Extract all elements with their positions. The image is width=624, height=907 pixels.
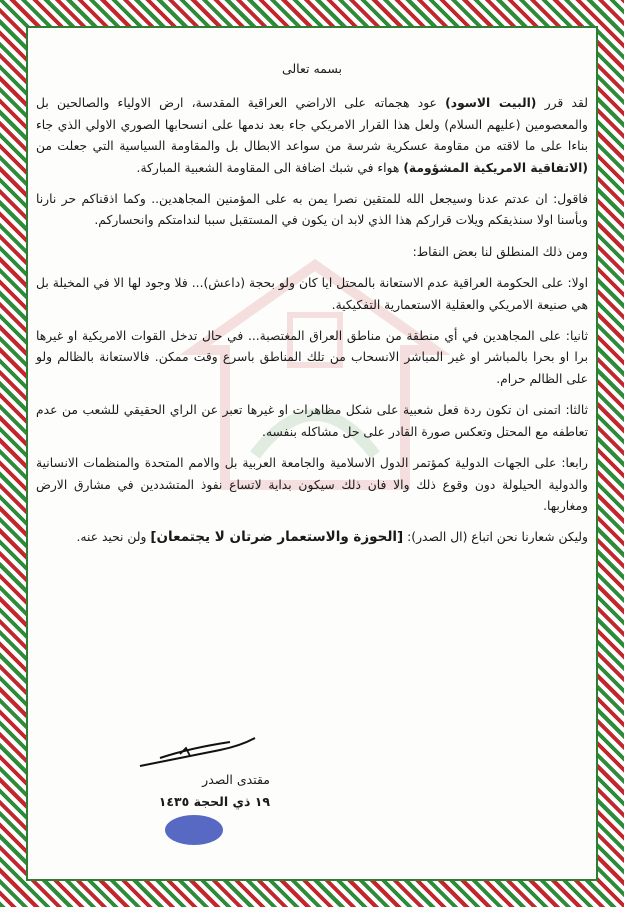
paragraph-point-2: ثانيا: على المجاهدين في أي منطقة من مناطق العراق المغتصبة... في حال تدخل القوات الامريكية او غيرها برا او بحرا بالمباشر او غير المباشر الانسحاب من تلك المناطق باسرع وقت ممكن. فالاستعانة بالظالم ولو على الظالم حرام. (36, 329, 588, 386)
bold-phrase: (البيت الاسود) (445, 96, 537, 111)
paragraph-point-3: ثالثا: اتمنى ان تكون ردة فعل شعبية على شكل مظاهرات او غيرها تعبر عن الراي الحقيقي للشعب من عدم تعاطفه مع المحتل وتعكس صورة القادر على حل مشاكله بنفسه. (36, 403, 588, 439)
handwritten-signature (120, 728, 270, 773)
signatory-name: مقتدى الصدر (202, 772, 270, 787)
text-span: عود هجماته على الاراضي العراقية المقدسة، ارض الاولياء والصالحين بل والمعصومين (عليهم السلام) ولعل هذا القرار الامريكي جاء بعد ندمها على انسحابها الصوري الاولي الذي جاء بناءا على ما لاقته من مقاومة عسكرية شرسة من سواعد الابطال بل والمقاومة السياسية التي جعلت من (36, 96, 588, 154)
basmala-heading: بسمه تعالى (281, 61, 343, 76)
official-stamp (165, 815, 223, 845)
paragraph-point-1: اولا: على الحكومة العراقية عدم الاستعانة بالمحتل ايا كان ولو بحجة (داعش)... فلا وجود لها الا في المخيلة بل هي صنيعة الامريكي والعقلية الاستعمارية التفكيكية. (36, 276, 588, 312)
slogan-bold: [الحوزة والاستعمار ضرتان لا يجتمعان] (150, 529, 404, 546)
bold-phrase: (الاتفاقية الامريكية المشؤومة) (403, 160, 588, 175)
paragraph-point-4: رابعا: على الجهات الدولية كمؤتمر الدول الاسلامية والجامعة العربية بل والامم المتحدة والمنظمات الانسانية والدولية الحيلولة دون وقوع ذلك والا فان ذلك سيكون بداية لاتساع نفوذ المتشددين في مشارق الارض ومغاربها. (36, 456, 588, 513)
paragraph-warning: فاقول: ان عدتم عدنا وسيجعل الله للمتقين نصرا يمن به على المؤمنين المجاهدين.. وكما اذقناكم حر نارنا وبأسنا اولا سنذيقكم ويلات قراركم هذا الذي لابد ان يكون في المستقبل سببا لندامتكم وانحساركم. (36, 192, 588, 228)
paragraph-slogan (36, 527, 588, 548)
paragraph-points-intro: ومن ذلك المنطلق لنا بعض النقاط: (412, 244, 588, 259)
text-span: لقد قرر (536, 96, 588, 111)
signature-date: ١٩ ذي الحجة ١٤٣٥ (158, 794, 270, 809)
paragraph-intro (36, 93, 588, 179)
letter-body (36, 58, 588, 559)
text-span: هواء في شبك اضافة الى المقاومة الشعبية المباركة. (136, 160, 404, 175)
text-span: وليكن شعارنا نحن اتباع (ال الصدر): (403, 530, 588, 545)
text-span: ولن نحيد عنه. (76, 530, 151, 545)
